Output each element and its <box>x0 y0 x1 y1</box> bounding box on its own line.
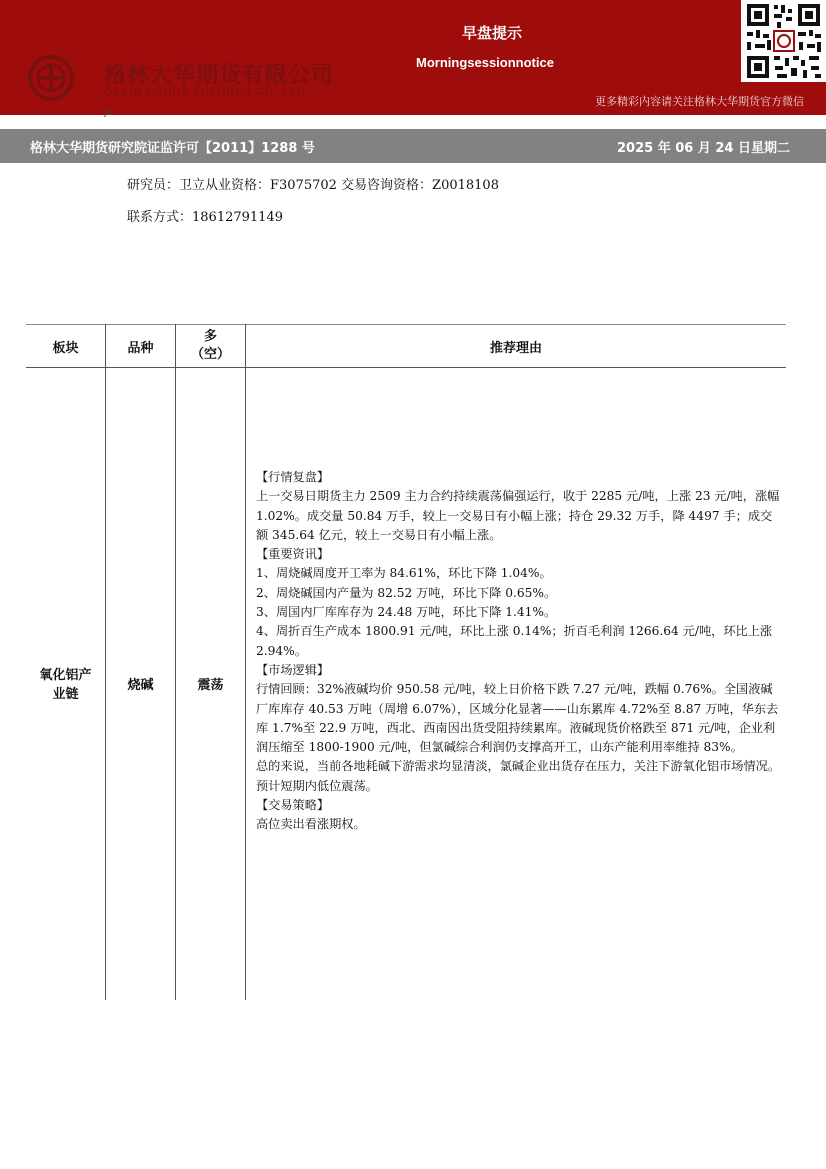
company-name-cn: 格林大华期货有限公司 <box>104 63 335 88</box>
qr-code-icon <box>741 0 826 82</box>
company-name-en: GELIN DAHUA FUTURES CO.,LTD. <box>104 86 310 98</box>
header-variety: 品种 <box>127 340 154 356</box>
header-reason: 推荐理由 <box>489 340 542 356</box>
header-sector: 板块 <box>52 340 79 356</box>
reason-paragraph: 上一交易日期货主力 2509 主力合约持续震荡偏强运行，收于 2285 元/吨，上涨 23 元/吨，涨幅 1.02%。成交量 50.84 万手，较上一交易日有小幅上涨；持仓 29.32 万手，降 4497 手；成交额 345.64 亿元，较上一交易日有小幅上涨。 <box>256 489 780 542</box>
cell-variety: 烧碱 <box>127 677 154 693</box>
report-title-en: Morningsessionnotice <box>416 55 554 70</box>
table-col-divider <box>245 324 246 1000</box>
reason-heading: 【重要资讯】 <box>256 547 330 562</box>
reason-heading: 【行情复盘】 <box>256 470 330 484</box>
licence-text: 格林大华期货研究院证监许可【2011】1288 号 <box>30 141 315 156</box>
cell-direction: 震荡 <box>197 677 224 693</box>
reason-paragraph: 总的来说，当前各地耗碱下游需求均显清淡，氯碱企业出货存在压力，关注下游氧化铝市场情况。预计短期内低位震荡。 <box>256 759 781 793</box>
report-title-cn: 早盘提示 <box>462 24 523 42</box>
cell-reason <box>256 468 784 835</box>
reason-heading: 【市场逻辑】 <box>256 662 330 677</box>
reason-paragraph: 3、周国内厂库库存为 24.48 万吨，环比下降 1.41%。 <box>256 605 557 620</box>
reason-paragraph: 高位卖出看涨期权。 <box>256 817 366 832</box>
contact-info: 联系方式：18612791149 <box>127 210 283 225</box>
stray-text: ju <box>104 108 113 118</box>
reason-paragraph: 行情回顾：32%液碱均价 950.58 元/吨，较上日价格下跌 7.27 元/吨，跌幅 0.76%。全国液碱厂库库存 40.53 万吨（周增 6.07%），区域分化显著——山东累库 4.72%至 8.87 万吨，华东去库 1.7%至 22.9 万吨，西北、西南因出货受阻持续累库。液碱现货价格跌至 871 元/吨，企业利润压缩至 1800-1900 元/吨，但氯碱综合利润仍支撑高开工，山东产能利用率维持 83%。 <box>256 682 779 755</box>
reason-heading: 【交易策略】 <box>256 798 330 813</box>
company-logo-icon <box>28 55 74 101</box>
cell-sector: 氧化铝产 业链 <box>39 668 92 702</box>
report-date: 2025 年 06 月 24 日星期二 <box>617 141 790 156</box>
reason-paragraph: 1、周烧碱周度开工率为 84.61%，环比下降 1.04%。 <box>256 566 552 581</box>
wechat-note: 更多精彩内容请关注格林大华期货官方微信 <box>595 95 804 108</box>
researcher-info: 研究员：卫立从业资格：F3075702 交易咨询资格：Z0018108 <box>127 178 499 193</box>
reason-paragraph: 4、周折百生产成本 1800.91 元/吨，环比上涨 0.14%；折百毛利润 1266.64 元/吨，环比上涨 2.94%。 <box>256 624 773 658</box>
table-header-border <box>26 367 786 368</box>
reason-paragraph: 2、周烧碱国内产量为 82.52 万吨，环比下降 0.65%。 <box>256 585 557 600</box>
header-direction: 多 （空） <box>190 329 230 362</box>
